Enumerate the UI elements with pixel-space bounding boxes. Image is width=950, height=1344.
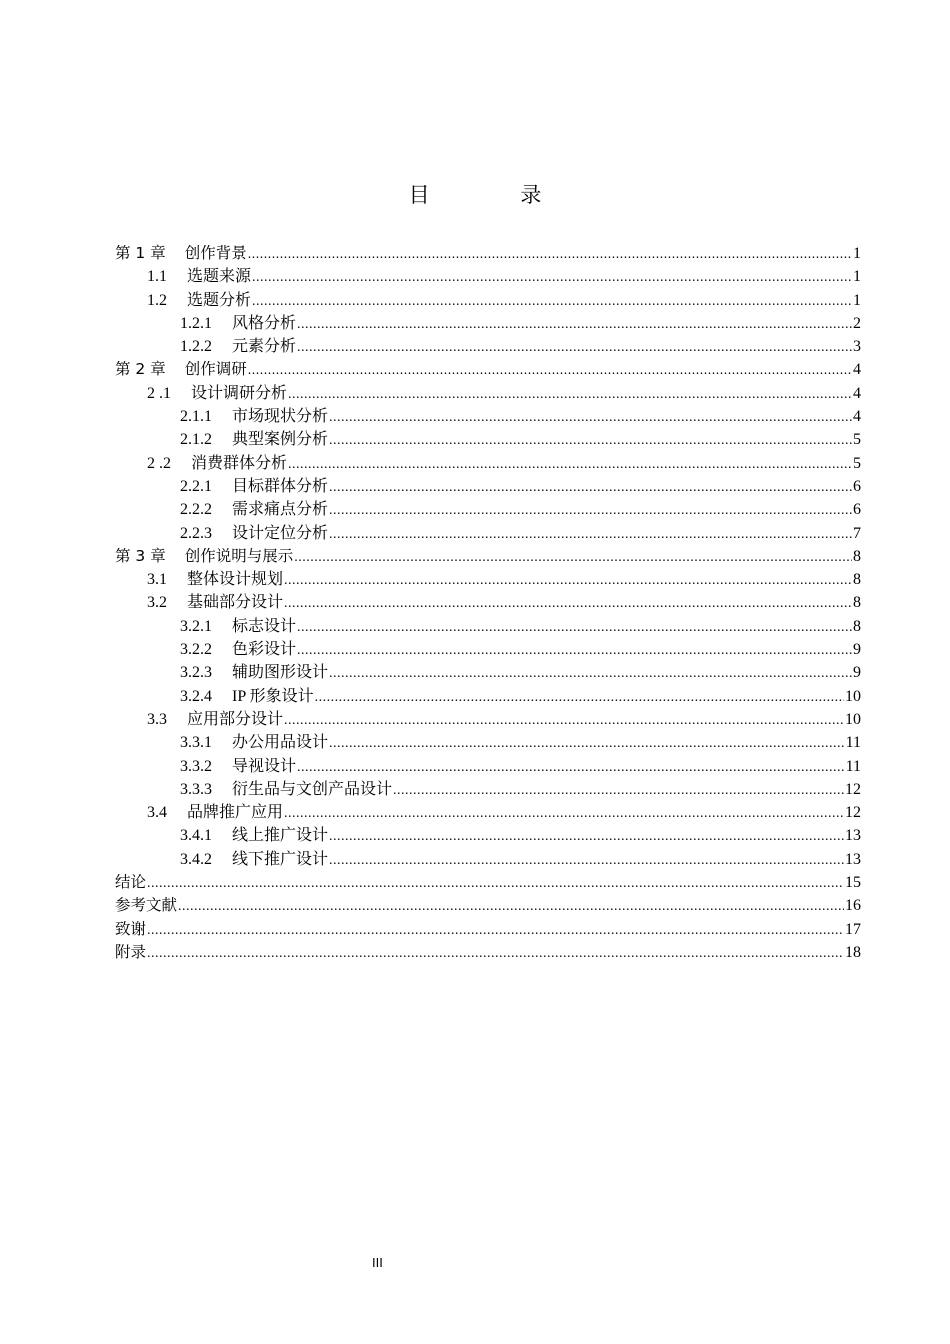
- toc-entry-page: 12: [845, 804, 861, 822]
- toc-dot-leader: [284, 802, 844, 825]
- toc-entry-page: 6: [853, 501, 861, 519]
- toc-dot-leader: [252, 266, 852, 289]
- toc-dot-leader: [329, 476, 852, 499]
- toc-dot-leader: [288, 383, 852, 406]
- toc-entry[interactable]: [115, 918, 861, 941]
- toc-entry-page: 11: [845, 734, 861, 752]
- toc-entry-page: 1: [853, 268, 861, 286]
- toc-entry-number: 第 2 章: [115, 360, 166, 379]
- toc-entry-label: 创作说明与展示: [184, 546, 294, 565]
- toc-dot-leader: [329, 523, 852, 546]
- toc-entry-page: 4: [853, 361, 861, 379]
- toc-entry-number: 2.1.2: [180, 431, 212, 449]
- toc-entry-page: 1: [853, 291, 861, 309]
- toc-entry-number: 3.3: [147, 710, 167, 728]
- toc-entry-label: 创作调研: [184, 360, 247, 379]
- toc-entry-page: 8: [853, 571, 861, 589]
- toc-entry-number: 1.1: [147, 268, 167, 286]
- toc-dot-leader: [297, 756, 845, 779]
- toc-entry[interactable]: [115, 265, 861, 288]
- toc-entry-label: 创作背景: [184, 244, 247, 262]
- toc-entry[interactable]: [115, 685, 861, 708]
- toc-entry[interactable]: [115, 615, 861, 638]
- toc-entry[interactable]: [115, 941, 861, 964]
- toc-entry-number: 3.2: [147, 594, 167, 612]
- toc-entry[interactable]: [115, 242, 861, 265]
- toc-dot-leader: [329, 662, 852, 685]
- toc-entry[interactable]: [115, 638, 861, 661]
- toc-entry[interactable]: [115, 405, 861, 428]
- toc-entry[interactable]: [115, 848, 861, 871]
- toc-entry-page: 4: [853, 408, 861, 426]
- toc-dot-leader: [147, 872, 844, 895]
- toc-dot-leader: [329, 429, 852, 452]
- toc-entry[interactable]: [115, 591, 861, 614]
- toc-entry-label: IP 形象设计: [232, 687, 314, 705]
- toc-entry-label: 标志设计: [232, 617, 297, 635]
- toc-entry-label: 应用部分设计: [187, 710, 284, 728]
- toc-entry-page: 11: [845, 757, 861, 775]
- toc-entry[interactable]: [115, 382, 861, 405]
- toc-entry-number: 3.1: [147, 571, 167, 589]
- toc-entry[interactable]: [115, 358, 861, 381]
- toc-dot-leader: [329, 406, 852, 429]
- toc-entry-label: 典型案例分析: [232, 431, 329, 449]
- toc-entry-page: 6: [853, 477, 861, 495]
- toc-entry-number: 第 1 章: [115, 244, 166, 262]
- toc-entry-label: 结论: [115, 873, 147, 892]
- toc-entry[interactable]: [115, 335, 861, 358]
- toc-entry-number: 3.3.1: [180, 734, 212, 752]
- toc-dot-leader: [284, 592, 852, 615]
- toc-dot-leader: [329, 849, 844, 872]
- toc-entry[interactable]: [115, 428, 861, 451]
- toc-entry-number: 2 .2: [147, 454, 171, 472]
- toc-entry-label: 选题分析: [187, 291, 252, 309]
- toc-entry-page: 15: [845, 874, 861, 892]
- toc-entry[interactable]: [115, 731, 861, 754]
- toc-entry-number: 3.2.3: [180, 664, 212, 682]
- toc-entry[interactable]: [115, 545, 861, 568]
- toc-entry-label: 风格分析: [232, 314, 297, 332]
- toc-entry-page: 12: [845, 780, 861, 798]
- toc-entry[interactable]: [115, 871, 861, 894]
- toc-entry-page: 16: [845, 897, 861, 915]
- toc-entry-page: 3: [853, 338, 861, 356]
- toc-dot-leader: [248, 243, 852, 266]
- toc-entry[interactable]: [115, 661, 861, 684]
- toc-dot-leader: [147, 942, 844, 965]
- toc-entry-number: 3.4.2: [180, 850, 212, 868]
- toc-entry-number: 1.2.1: [180, 314, 212, 332]
- toc-entry-label: 附录: [115, 942, 147, 961]
- toc-entry[interactable]: [115, 824, 861, 847]
- table-of-contents: [115, 242, 861, 964]
- toc-entry-number: 3.2.2: [180, 641, 212, 659]
- toc-dot-leader: [248, 359, 852, 382]
- toc-entry-label: 线上推广设计: [232, 827, 329, 845]
- toc-entry[interactable]: [115, 801, 861, 824]
- toc-entry-number: 3.2.1: [180, 617, 212, 635]
- toc-dot-leader: [284, 709, 844, 732]
- toc-entry-number: 1.2.2: [180, 338, 212, 356]
- toc-entry-number: 2 .1: [147, 384, 171, 402]
- toc-title: 目 录: [408, 183, 584, 207]
- toc-entry-number: 3.4: [147, 804, 167, 822]
- toc-dot-leader: [329, 732, 845, 755]
- toc-entry-page: 5: [853, 431, 861, 449]
- toc-dot-leader: [297, 336, 852, 359]
- toc-entry-page: 9: [853, 664, 861, 682]
- toc-entry-page: 8: [853, 617, 861, 635]
- toc-entry-label: 品牌推广应用: [187, 804, 284, 822]
- toc-entry[interactable]: [115, 755, 861, 778]
- page-number: III: [372, 1255, 383, 1270]
- toc-entry-page: 5: [853, 454, 861, 472]
- toc-dot-leader: [288, 453, 852, 476]
- toc-entry-page: 10: [845, 687, 861, 705]
- toc-dot-leader: [297, 639, 852, 662]
- toc-entry-number: 3.3.3: [180, 780, 212, 798]
- toc-entry-number: 3.4.1: [180, 827, 212, 845]
- toc-entry-page: 9: [853, 641, 861, 659]
- toc-entry-label: 消费群体分析: [191, 454, 288, 472]
- toc-dot-leader: [329, 499, 852, 522]
- toc-entry-page: 13: [845, 850, 861, 868]
- toc-entry-label: 需求痛点分析: [232, 501, 329, 519]
- toc-entry[interactable]: [115, 708, 861, 731]
- toc-dot-leader: [329, 825, 844, 848]
- toc-entry-page: 10: [845, 710, 861, 728]
- toc-entry[interactable]: [115, 289, 861, 312]
- toc-dot-leader: [284, 569, 852, 592]
- toc-dot-leader: [315, 686, 844, 709]
- toc-entry-number: 第 3 章: [115, 546, 166, 565]
- toc-entry[interactable]: [115, 312, 861, 335]
- toc-entry-label: 导视设计: [232, 757, 297, 775]
- toc-entry-number: 1.2: [147, 291, 167, 309]
- toc-entry-label: 基础部分设计: [187, 594, 284, 612]
- toc-dot-leader: [178, 895, 844, 918]
- toc-dot-leader: [297, 616, 852, 639]
- toc-entry[interactable]: [115, 452, 861, 475]
- toc-entry-page: 1: [853, 245, 861, 262]
- toc-entry-number: 2.2.1: [180, 477, 212, 495]
- toc-dot-leader: [297, 313, 852, 336]
- toc-entry-page: 17: [845, 920, 861, 938]
- toc-entry[interactable]: [115, 778, 861, 801]
- toc-entry-label: 色彩设计: [232, 641, 297, 659]
- toc-entry-page: 8: [853, 547, 861, 565]
- toc-entry-page: 4: [853, 384, 861, 402]
- toc-entry-label: 设计调研分析: [191, 384, 288, 402]
- toc-dot-leader: [393, 779, 844, 802]
- toc-entry-label: 致谢: [115, 919, 147, 938]
- toc-entry-label: 辅助图形设计: [232, 664, 329, 682]
- toc-entry-page: 8: [853, 594, 861, 612]
- toc-dot-leader: [147, 919, 844, 942]
- toc-dot-leader: [294, 546, 852, 569]
- toc-entry[interactable]: [115, 894, 861, 917]
- toc-entry[interactable]: [115, 568, 861, 591]
- toc-entry-label: 选题来源: [187, 268, 252, 286]
- toc-entry-label: 元素分析: [232, 338, 297, 356]
- toc-entry-page: 13: [845, 827, 861, 845]
- toc-dot-leader: [252, 290, 852, 313]
- toc-entry-label: 衍生品与文创产品设计: [232, 780, 393, 798]
- toc-entry-label: 设计定位分析: [232, 524, 329, 542]
- toc-entry-label: 市场现状分析: [232, 408, 329, 426]
- toc-entry-label: 整体设计规划: [187, 571, 284, 589]
- toc-entry[interactable]: [115, 498, 861, 521]
- toc-entry-number: 2.2.2: [180, 501, 212, 519]
- toc-entry-page: 18: [845, 943, 861, 961]
- toc-entry-number: 3.3.2: [180, 757, 212, 775]
- toc-entry-number: 3.2.4: [180, 687, 212, 705]
- toc-entry-label: 办公用品设计: [232, 734, 329, 752]
- toc-entry-number: 2.1.1: [180, 408, 212, 426]
- toc-entry-page: 7: [853, 524, 861, 542]
- toc-entry[interactable]: [115, 522, 861, 545]
- toc-entry-number: 2.2.3: [180, 524, 212, 542]
- toc-entry-label: 目标群体分析: [232, 477, 329, 495]
- toc-entry-label: 线下推广设计: [232, 850, 329, 868]
- toc-entry-page: 2: [853, 314, 861, 332]
- toc-entry-label: 参考文献: [115, 896, 178, 915]
- toc-entry[interactable]: [115, 475, 861, 498]
